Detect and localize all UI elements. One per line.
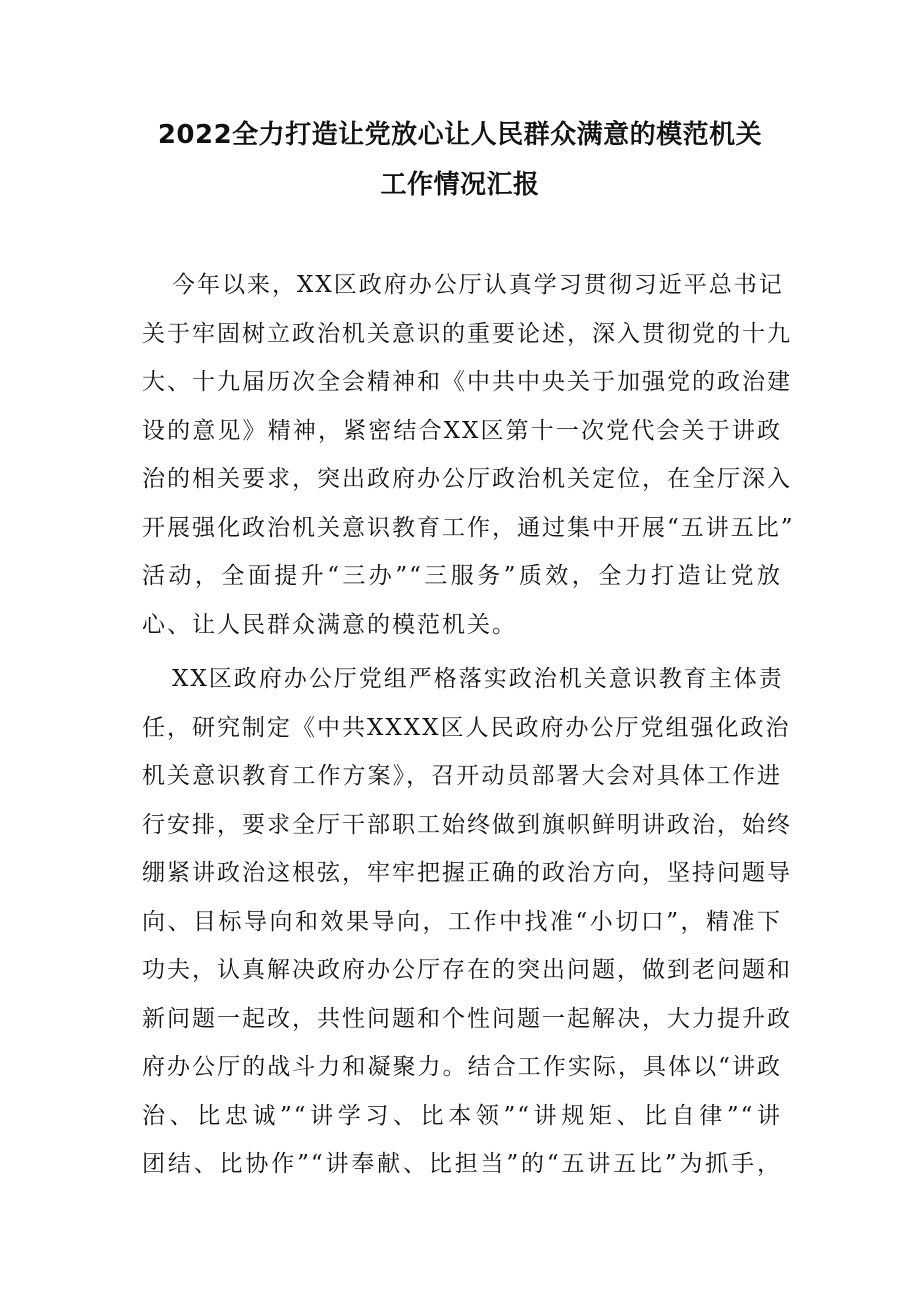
paragraph-line: 向、目标导向和效果导向，工作中找准“小切口”，精准下 [142, 908, 782, 935]
paragraph-line: 行安排，要求全厅干部职工始终做到旗帜鲜明讲政治，始终 [142, 811, 792, 838]
paragraph-line: 治的相关要求，突出政府办公厅政治机关定位，在全厅深入 [142, 466, 792, 492]
paragraph-line: 机关意识教育工作方案》，召开动员部署大会对具体工作进 [142, 763, 782, 789]
paragraph-line: 府办公厅的战斗力和凝聚力。结合工作实际，具体以“讲政 [142, 1054, 782, 1080]
document-title-line-2: 工作情况汇报 [380, 170, 540, 200]
paragraph-2 [142, 655, 792, 1189]
paragraph-line: 开展强化政治机关意识教育工作，通过集中开展“五讲五比” [142, 514, 795, 541]
paragraph-line: 新问题一起改，共性问题和个性问题一起解决，大力提升政 [142, 1005, 792, 1032]
paragraph-line: 心、让人民群众满意的模范机关。 [142, 611, 517, 638]
paragraph-line: XX区政府办公厅党组严格落实政治机关意识教育主体责 [172, 666, 784, 692]
paragraph-line: 大、十九届历次全会精神和《中共中央关于加强党的政治建 [142, 369, 792, 395]
paragraph-line: 绷紧讲政治这根弦，牢牢把握正确的政治方向，坚持问题导 [142, 860, 792, 886]
paragraph-line: 任，研究制定《中共XXXX区人民政府办公厅党组强化政治 [142, 714, 791, 741]
paragraph-1 [142, 261, 795, 649]
paragraph-line: 设的意见》精神，紧密结合XX区第十一次党代会关于讲政 [142, 417, 782, 444]
paragraph-line: 关于牢固树立政治机关意识的重要论述，深入贯彻党的十九 [142, 320, 792, 347]
paragraph-line: 今年以来，XX区政府办公厅认真学习贯彻习近平总书记 [172, 272, 784, 298]
paragraph-line: 活动，全面提升“三办”“三服务”质效，全力打造让党放 [142, 563, 782, 589]
document-title-line-1: 2022全力打造让党放心让人民群众满意的模范机关 [157, 120, 763, 150]
paragraph-line: 团结、比协作”“讲奉献、比担当”的“五讲五比”为抓手， [142, 1151, 782, 1177]
paragraph-line: 治、比忠诚”“讲学习、比本领”“讲规矩、比自律”“讲 [142, 1102, 782, 1129]
paragraph-line: 功夫，认真解决政府办公厅存在的突出问题，做到老问题和 [142, 957, 792, 983]
